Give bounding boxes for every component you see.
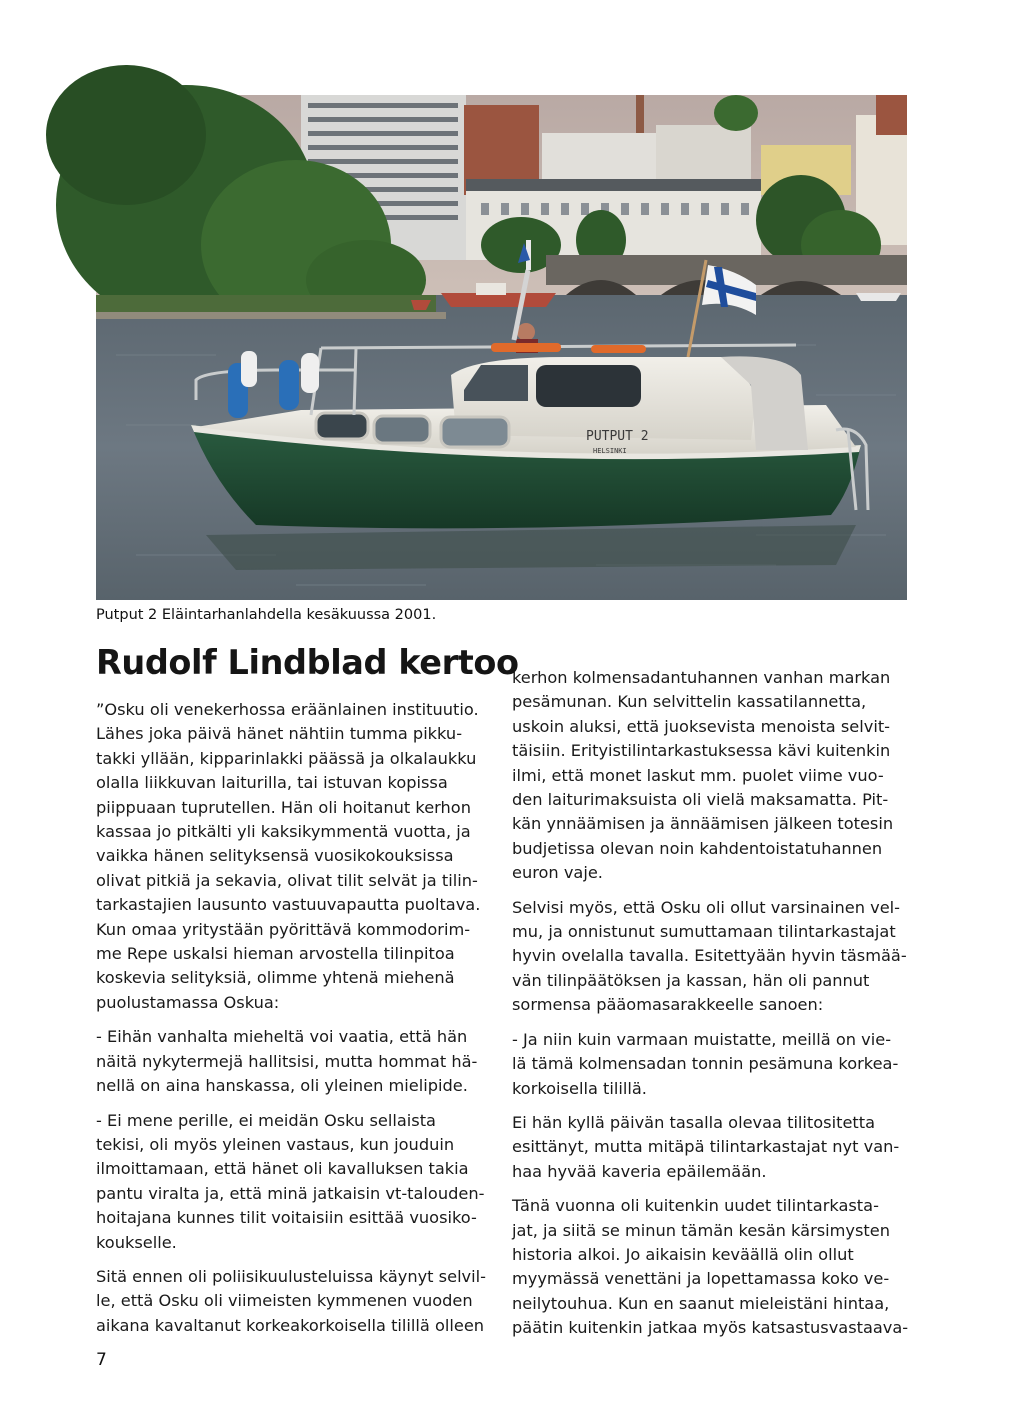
text-line: myymässä venettäni ja lopettamassa koko ve- [512, 1269, 890, 1289]
text-line: ilmi, että monet laskut mm. puolet viime vuo- [512, 765, 884, 785]
text-line: tekisi, oli myös yleinen vastaus, kun jouduin [96, 1134, 455, 1154]
text-line: vän tilinpäätöksen ja kassan, hän oli pannut [512, 970, 870, 990]
text-line: kerhon kolmensadantuhannen vanhan markan [512, 668, 891, 687]
text-line: näitä nykytermejä hallitsisi, mutta hommat hä- [96, 1051, 478, 1071]
paragraph [96, 698, 496, 1015]
text-line: mu, ja onnistunut sumuttamaan tilintarkastajat [512, 922, 896, 942]
paragraph [96, 1265, 496, 1338]
text-line: kassaa jo pitkälti yli kaksikymmentä vuotta, ja [96, 822, 471, 842]
text-line: tarkastajien lausunto vastuuvapautta puoltava. [96, 895, 481, 915]
text-line: hoitajana kunnes tilit voitaisiin esittää vuosiko- [96, 1208, 477, 1228]
text-line: täisiin. Erityistilintarkastuksessa kävi kuitenkin [512, 741, 891, 761]
boat-port-text: HELSINKI [593, 447, 627, 455]
paragraph [96, 1025, 496, 1098]
paragraph [512, 1111, 912, 1184]
text-line: piippuaan tuprutellen. Hän oli hoitanut kerhon [96, 797, 471, 817]
text-line: me Repe uskalsi hieman arvostella tilinpitoa [96, 944, 455, 964]
text-line: ilmoittamaan, että hänet oli kavalluksen takia [96, 1159, 469, 1179]
paragraph [512, 666, 912, 886]
text-line: ”Osku oli venekerhossa eräänlainen instituutio. [96, 700, 479, 719]
text-line: Lähes joka päivä hänet nähtiin tumma pikku- [96, 724, 463, 744]
boat-name-text: PUTPUT 2 [586, 429, 649, 444]
text-line: - Eihän vanhalta mieheltä voi vaatia, että hän [96, 1027, 468, 1047]
paragraph [96, 1109, 496, 1255]
text-line: neilytouhua. Kun en saanut mieleistäni hintaa, [512, 1293, 890, 1313]
text-line: vaikka hänen selityksensä vuosikokouksissa [96, 846, 454, 866]
text-line: kän ynnäämisen ja ännäämisen jälkeen totesin [512, 814, 894, 834]
text-line: historia alkoi. Jo aikaisin keväällä olin ollut [512, 1244, 854, 1264]
text-line: pantu viralta ja, että minä jatkaisin vt-talouden- [96, 1183, 485, 1203]
text-line: aikana kavaltanut korkeakorkoisella tilillä olleen [96, 1315, 485, 1335]
text-line: koskevia selityksiä, olimme yhtenä miehenä [96, 968, 455, 988]
page-number: 7 [96, 1350, 107, 1370]
paragraph [512, 1028, 912, 1101]
text-line: lä tämä kolmensadan tonnin pesämuna korkea- [512, 1054, 899, 1074]
text-line: nellä on aina hanskassa, oli yleinen mielipide. [96, 1076, 468, 1096]
text-line: Ei hän kyllä päivän tasalla olevaa tilitositetta [512, 1112, 876, 1132]
text-line: esittänyt, mutta mitäpä tilintarkastajat nyt van- [512, 1137, 900, 1157]
text-line: uskoin aluksi, että juoksevista menoista selvit- [512, 716, 891, 736]
text-line: euron vaje. [512, 863, 603, 883]
left-column [96, 698, 496, 1348]
article-headline: Rudolf Lindblad kertoo [96, 643, 519, 682]
text-line: haa hyvää kaveria epäilemään. [512, 1161, 767, 1181]
text-line: - Ja niin kuin varmaan muistatte, meillä on vie- [512, 1029, 892, 1049]
text-line: den laiturimaksuista oli vielä maksamatta. Pit- [512, 790, 889, 810]
text-line: puolustamassa Oskua: [96, 992, 280, 1012]
text-line: takki yllään, kipparinlakki päässä ja olkalaukku [96, 748, 477, 768]
text-line: Sitä ennen oli poliisikuulusteluissa käynyt selvil- [96, 1266, 486, 1286]
text-line: budjetissa olevan noin kahdentoistatuhannen [512, 838, 883, 858]
text-line: pesämunan. Kun selvittelin kassatilannetta, [512, 692, 867, 712]
text-line: Tänä vuonna oli kuitenkin uudet tilintarkasta- [512, 1196, 879, 1216]
text-line: sormensa pääomasarakkeelle sanoen: [512, 995, 824, 1015]
text-line: päätin kuitenkin jatkaa myös katsastusvastaava- [512, 1318, 909, 1338]
paragraph [512, 896, 912, 1018]
text-line: jat, ja siitä se minun tämän kesän kärsimysten [512, 1220, 891, 1240]
text-line: le, että Osku oli viimeisten kymmenen vuoden [96, 1291, 473, 1311]
paragraph [512, 1194, 912, 1340]
text-line: Kun omaa yritystään pyörittävä kommodorim- [96, 919, 471, 939]
text-line: hyvin ovelalla tavalla. Esitettyään hyvin täsmää- [512, 946, 907, 966]
text-line: koukselle. [96, 1232, 177, 1252]
boat-photo [96, 95, 1016, 600]
photo-credit: Juha Virtanen/ Kippari [1001, 182, 1016, 323]
text-line: Selvisi myös, että Osku oli ollut varsinainen vel- [512, 897, 900, 917]
right-column [512, 666, 912, 1351]
text-line: - Ei mene perille, ei meidän Osku sellaista [96, 1110, 436, 1130]
text-line: olivat pitkiä ja sekavia, olivat tilit selvät ja tilin- [96, 870, 478, 890]
text-line: korkoisella tilillä. [512, 1078, 647, 1098]
text-line: olalla liikkuvan laiturilla, tai istuvan kopissa [96, 773, 448, 793]
photo-caption: Putput 2 Eläintarhanlahdella kesäkuussa 2001. [96, 607, 437, 623]
